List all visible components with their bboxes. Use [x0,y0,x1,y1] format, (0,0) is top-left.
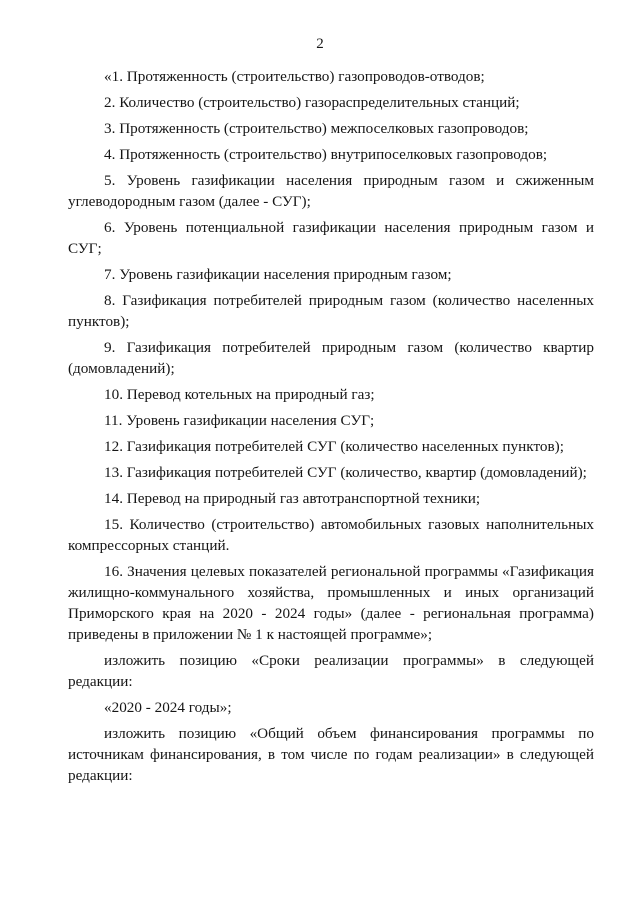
paragraph-item-9: 9. Газификация потребителей природным газом (количество квартир (домовладений); [68,339,594,377]
paragraph-item-5: 5. Уровень газификации населения природным газом и сжиженным углеводородным газом (далее - СУГ); [68,172,594,210]
paragraph-item-11: 11. Уровень газификации населения СУГ; [104,412,375,429]
paragraph-item-7: 7. Уровень газификации населения природным газом; [104,266,452,283]
paragraph-item-8: 8. Газификация потребителей природным газом (количество населенных пунктов); [68,292,594,330]
paragraph-item-12: 12. Газификация потребителей СУГ (количество населенных пунктов); [104,438,564,455]
paragraph-item-2: 2. Количество (строительство) газораспределительных станций; [104,94,520,111]
paragraph-item-14: 14. Перевод на природный газ автотранспортной техники; [104,490,481,507]
paragraph-item-3: 3. Протяженность (строительство) межпоселковых газопроводов; [104,120,529,137]
paragraph-financing-instruction: изложить позицию «Общий объем финансирования программы по источникам финансирования, в том числе по годам реализации» в следующей редакции: [68,725,594,784]
paragraph-item-15: 15. Количество (строительство) автомобильных газовых наполнительных компрессорных станций. [68,516,594,554]
paragraph-item-13: 13. Газификация потребителей СУГ (количество, квартир (домовладений); [104,464,587,481]
paragraph-item-16: 16. Значения целевых показателей региональной программы «Газификация жилищно-коммунального хозяйства, промышленных и иных организаций Приморского края на 2020 - 2024 годы» (далее - региональная программа) приведены в приложении № 1 к настоящей программе»; [68,563,594,643]
paragraph-item-4: 4. Протяженность (строительство) внутрипоселковых газопроводов; [104,146,548,163]
paragraph-schedule-value: «2020 - 2024 годы»; [104,699,232,716]
paragraph-item-6: 6. Уровень потенциальной газификации населения природным газом и СУГ; [68,219,594,257]
paragraph-schedule-instruction: изложить позицию «Сроки реализации программы» в следующей редакции: [68,652,594,690]
document-body [68,66,594,791]
paragraph-item-10: 10. Перевод котельных на природный газ; [104,386,375,403]
page-number: 2 [316,36,324,52]
paragraph-item-1: «1. Протяженность (строительство) газопроводов-отводов; [104,68,485,85]
